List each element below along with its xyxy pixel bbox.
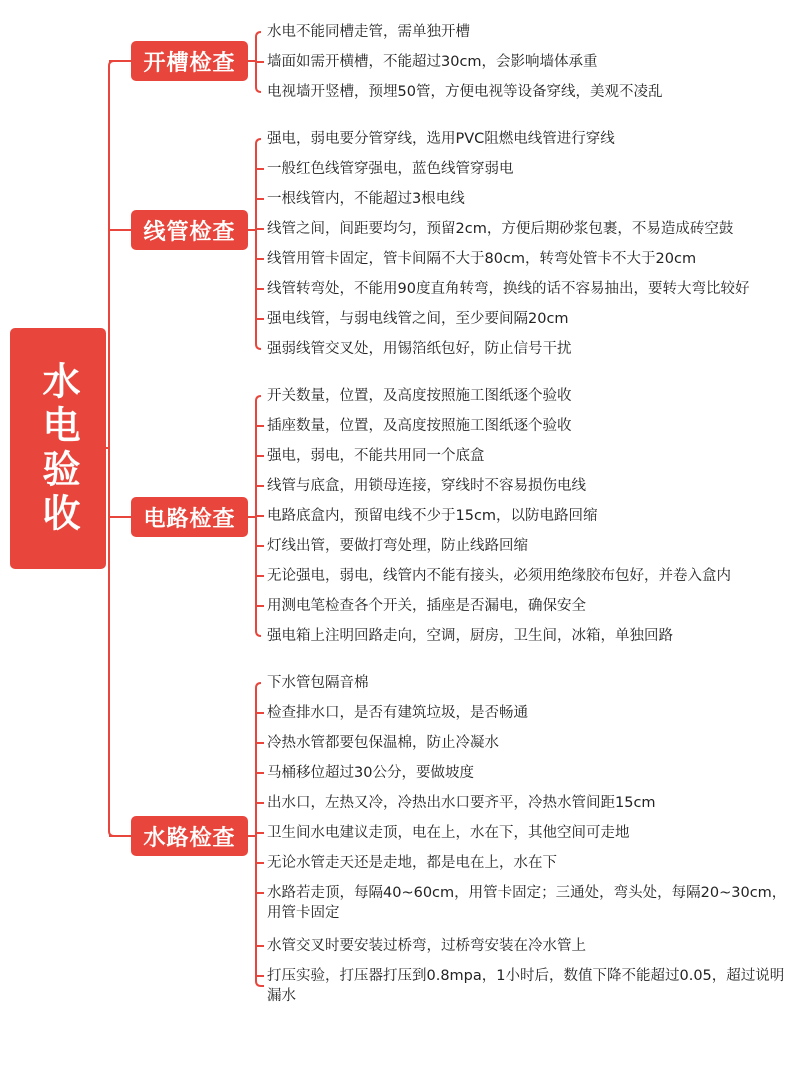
branch-node-conduit: 线管检查 bbox=[131, 210, 248, 250]
list-item: 电路底盒内，预留电线不少于15cm，以防电路回缩 bbox=[267, 508, 598, 524]
list-item: 强电线管，与弱电线管之间，至少要间隔20cm bbox=[267, 311, 569, 327]
list-item: 无论水管走天还是走地，都是电在上，水在下 bbox=[267, 855, 557, 871]
list-item: 电视墙开竖槽，预埋50管，方便电视等设备穿线，美观不凌乱 bbox=[267, 84, 663, 100]
list-item: 冷热水管都要包保温棉，防止冷凝水 bbox=[267, 735, 499, 751]
sub-bracket-3 bbox=[256, 683, 261, 986]
branch-node-water: 水路检查 bbox=[131, 816, 248, 856]
list-item: 马桶移位超过30公分，要做坡度 bbox=[267, 765, 474, 781]
list-item: 灯线出管，要做打弯处理，防止线路回缩 bbox=[267, 538, 528, 554]
list-item: 出水口，左热又冷，冷热出水口要齐平，冷热水管间距15cm bbox=[267, 795, 656, 811]
list-item: 打压实验，打压器打压到0.8mpa，1小时后，数值下降不能超过0.05，超过说明漏水 bbox=[267, 968, 785, 1004]
root-node bbox=[10, 328, 106, 569]
list-item: 插座数量，位置，及高度按照施工图纸逐个验收 bbox=[267, 418, 572, 434]
list-item: 卫生间水电建议走顶，电在上，水在下，其他空间可走地 bbox=[267, 825, 630, 841]
list-item: 开关数量，位置，及高度按照施工图纸逐个验收 bbox=[267, 388, 572, 404]
list-item: 一根线管内，不能超过3根电线 bbox=[267, 191, 465, 207]
branch-node-slotting: 开槽检查 bbox=[131, 41, 248, 81]
list-item: 检查排水口，是否有建筑垃圾，是否畅通 bbox=[267, 705, 528, 721]
list-item: 强电，弱电要分管穿线，选用PVC阻燃电线管进行穿线 bbox=[267, 131, 615, 147]
list-item: 墙面如需开横槽，不能超过30cm，会影响墙体承重 bbox=[267, 54, 598, 70]
list-item: 水管交叉时要安装过桥弯，过桥弯安装在冷水管上 bbox=[267, 938, 586, 954]
list-item: 用测电笔检查各个开关，插座是否漏电，确保安全 bbox=[267, 598, 586, 614]
root-label: 水电验收 bbox=[36, 360, 80, 537]
list-item: 线管转弯处，不能用90度直角转弯，换线的话不容易抽出，要转大弯比较好 bbox=[267, 281, 750, 297]
list-item: 线管用管卡固定，管卡间隔不大于80cm，转弯处管卡不大于20cm bbox=[267, 251, 697, 267]
list-item: 一般红色线管穿强电，蓝色线管穿弱电 bbox=[267, 161, 514, 177]
main-bracket bbox=[109, 61, 114, 836]
list-item: 水电不能同槽走管，需单独开槽 bbox=[267, 24, 470, 40]
list-item: 水路若走顶，每隔40~60cm，用管卡固定；三通处，弯头处，每隔20~30cm，用管卡固定 bbox=[267, 885, 787, 921]
list-item: 线管之间，间距要均匀，预留2cm，方便后期砂浆包裹，不易造成砖空鼓 bbox=[267, 221, 734, 237]
sub-bracket-1 bbox=[256, 139, 261, 349]
list-item: 无论强电，弱电，线管内不能有接头，必须用绝缘胶布包好，并卷入盒内 bbox=[267, 568, 731, 584]
list-item: 强电箱上注明回路走向，空调，厨房，卫生间，冰箱，单独回路 bbox=[267, 628, 673, 644]
list-item: 下水管包隔音棉 bbox=[267, 675, 369, 691]
list-item: 强弱线管交叉处，用锡箔纸包好，防止信号干扰 bbox=[267, 341, 572, 357]
list-item: 强电，弱电，不能共用同一个底盒 bbox=[267, 448, 485, 464]
list-item: 线管与底盒，用锁母连接，穿线时不容易损伤电线 bbox=[267, 478, 586, 494]
branch-node-circuit: 电路检查 bbox=[131, 497, 248, 537]
